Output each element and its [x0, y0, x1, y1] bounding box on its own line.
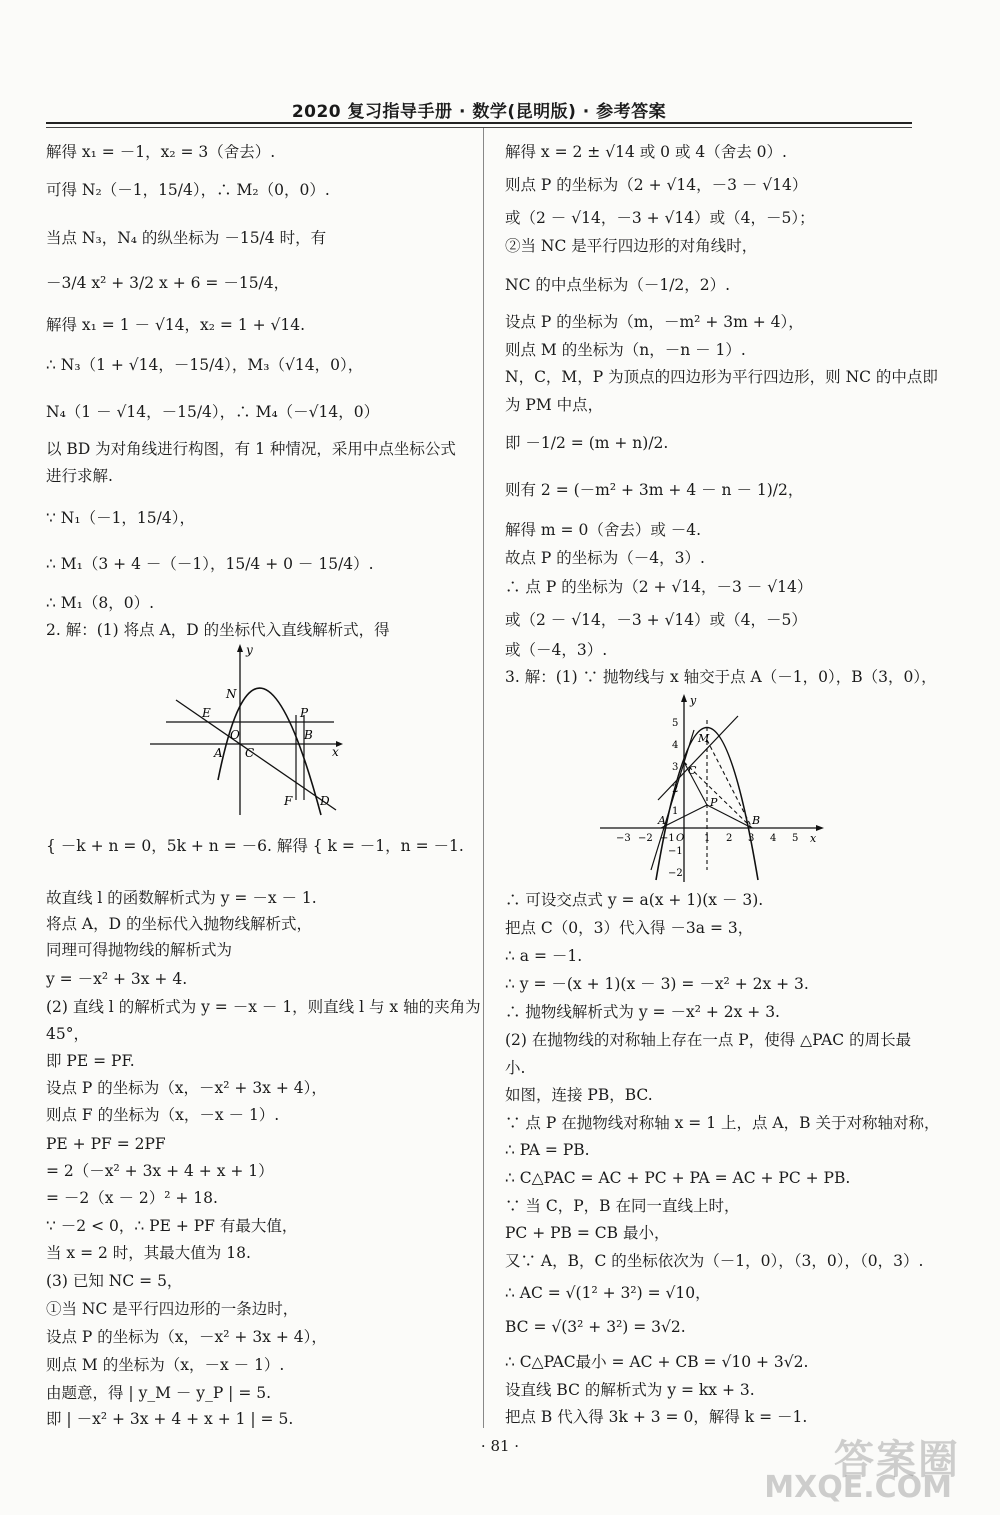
point-label-P: P [300, 706, 309, 720]
text-line: 即 | －x² + 3x + 4 + x + 1 | = 5. [46, 1410, 294, 1428]
text-line: 设点 P 的坐标为（m，－m² + 3m + 4）， [505, 313, 804, 331]
text-line: BC = √(3² + 3²) = 3√2. [505, 1318, 686, 1336]
text-line: 为 PM 中点， [505, 396, 604, 414]
text-line: = －2（x － 2）² + 18. [46, 1189, 218, 1207]
header-rule [46, 122, 912, 124]
x-tick-label: −1 [660, 833, 675, 844]
y-tick-label: 3 [672, 762, 679, 773]
text-line: ∵ N₁（－1，15/4）， [46, 509, 195, 527]
text-line: 解得 m = 0（舍去）或 －4. [505, 521, 702, 539]
text-line: 则有 2 = (－m² + 3m + 4 － n － 1)/2， [505, 481, 804, 499]
text-line: －3/4 x² + 3/2 x + 6 = －15/4， [46, 274, 290, 292]
header-rule-thin [46, 127, 912, 128]
text-line: ∴ M₁（3 + 4 －（－1），15/4 + 0 － 15/4）. [46, 555, 374, 573]
point-label-B: B [304, 728, 313, 742]
text-line: ∵ －2 < 0，∴ PE + PF 有最大值， [46, 1217, 298, 1235]
text-line: (2) 在抛物线的对称轴上存在一点 P，使得 △PAC 的周长最 [505, 1031, 912, 1049]
line-l [176, 700, 336, 810]
text-line: 当点 N₃，N₄ 的纵坐标为 －15/4 时，有 [46, 229, 327, 247]
text-line: 即 －1/2 = (m + n)/2. [505, 434, 669, 452]
point-label-O: O [230, 728, 240, 742]
text-line: 将点 A，D 的坐标代入抛物线解析式， [46, 915, 312, 933]
point-label-E: E [202, 706, 211, 720]
x-tick-label: 2 [726, 833, 733, 844]
x-tick-label: 1 [704, 833, 711, 844]
axis-label-x: x [810, 832, 817, 845]
point-label-C: C [688, 764, 697, 777]
line-MB-dashed [707, 740, 752, 828]
text-line: 解得 x₁ = －1，x₂ = 3（舍去）. [46, 143, 276, 161]
x-tick-label: −3 [616, 833, 631, 844]
text-line: (2) 直线 l 的解析式为 y = －x － 1，则直线 l 与 x 轴的夹角为 [46, 998, 481, 1016]
point-label-N: N [226, 687, 237, 701]
text-line: 同理可得抛物线的解析式为 [46, 941, 233, 959]
y-tick-label: 4 [672, 740, 679, 751]
text-line: ∵ 点 P 在抛物线对称轴 x = 1 上，点 A，B 关于对称轴对称， [505, 1114, 940, 1132]
text-line: 则点 P 的坐标为（2 + √14，－3 － √14） [505, 176, 808, 194]
text-line: 3. 解：(1) ∵ 抛物线与 x 轴交于点 A（－1，0），B（3，0）， [505, 668, 937, 686]
text-line: PE + PF = 2PF [46, 1135, 166, 1153]
text-line: ∴ PA = PB. [505, 1141, 590, 1159]
text-line: ∴ C△PAC = AC + PC + PA = AC + PC + PB. [505, 1169, 851, 1187]
text-line: 由题意，得 | y_M － y_P | = 5. [46, 1384, 272, 1402]
text-line: ∴ 可设交点式 y = a(x + 1)(x － 3). [505, 891, 764, 909]
axis-label-y: y [690, 694, 697, 707]
text-line: ∵ 当 C，P，B 在同一直线上时， [505, 1197, 740, 1215]
text-line: PC + PB = CB 最小， [505, 1224, 670, 1242]
watermark-url: MXQE.COM [764, 1470, 952, 1505]
watermark-logo: 答案圈 [834, 1437, 960, 1483]
text-line: ∴ N₃（1 + √14，－15/4），M₃（√14，0）， [46, 356, 364, 374]
x-tick-label: 4 [770, 833, 777, 844]
text-line: 故点 P 的坐标为（－4，3）. [505, 549, 705, 567]
y-axis-arrow-icon [237, 644, 243, 652]
text-line: 设点 P 的坐标为（x，－x² + 3x + 4）， [46, 1328, 327, 1346]
text-line: 或（2 － √14，－3 + √14）或（4，－5） [505, 611, 807, 629]
text-line: 解得 x = 2 ± √14 或 0 或 4（舍去 0）. [505, 143, 787, 161]
point-label-A: A [658, 814, 666, 827]
text-line: ①当 NC 是平行四边形的一条边时， [46, 1300, 299, 1318]
text-line: 则点 M 的坐标为（n，－n － 1）. [505, 341, 746, 359]
point-label-P: P [710, 796, 718, 809]
text-line: 设直线 BC 的解析式为 y = kx + 3. [505, 1381, 755, 1399]
x-tick-label: 5 [792, 833, 799, 844]
x-tick-label: 3 [748, 833, 755, 844]
text-line: 2. 解：(1) 将点 A，D 的坐标代入直线解析式，得 [46, 621, 390, 639]
text-line: 如图，连接 PB，BC. [505, 1086, 653, 1104]
text-line: 进行求解. [46, 467, 113, 485]
text-line: 把点 B 代入得 3k + 3 = 0，解得 k = －1. [505, 1408, 808, 1426]
text-line: 则点 M 的坐标为（x，－x － 1）. [46, 1356, 285, 1374]
y-tick-label: 1 [672, 806, 679, 817]
text-line: N₄（1 － √14，－15/4），∴ M₄（－√14，0） [46, 403, 380, 421]
column-divider [483, 128, 484, 1428]
y-tick-label: 2 [672, 784, 679, 795]
point-label-B: B [752, 814, 761, 827]
point-label-M: M [698, 732, 710, 745]
text-line: 即 PE = PF. [46, 1052, 135, 1070]
text-line: 则点 F 的坐标为（x，－x － 1）. [46, 1106, 280, 1124]
origin-label: O [676, 833, 685, 844]
text-line: y = －x² + 3x + 4. [46, 970, 188, 988]
point-label-D: D [320, 794, 330, 808]
axis-label-x: x [332, 745, 339, 759]
x-tick-label: −2 [638, 833, 653, 844]
point-label-A: A [214, 746, 223, 760]
text-line: ∴ 点 P 的坐标为（2 + √14，－3 － √14） [505, 578, 813, 596]
text-line: 或（2 － √14，－3 + √14）或（4，－5）； [505, 209, 815, 227]
text-line: 当 x = 2 时，其最大值为 18. [46, 1244, 251, 1262]
graph-problem-3 [596, 690, 828, 886]
text-line: ∴ M₁（8，0）. [46, 594, 155, 612]
y-axis-arrow-icon [681, 694, 687, 702]
text-line: NC 的中点坐标为（－1/2，2）. [505, 276, 731, 294]
text-line: ∴ C△PAC最小 = AC + CB = √10 + 3√2. [505, 1353, 809, 1371]
text-line: 45°， [46, 1025, 89, 1043]
text-line: N，C，M，P 为顶点的四边形为平行四边形，则 NC 的中点即 [505, 368, 938, 386]
text-line: ∴ y = －(x + 1)(x － 3) = －x² + 2x + 3. [505, 975, 809, 993]
x-axis-arrow-icon [816, 825, 824, 831]
graph-problem-2 [146, 640, 346, 820]
point-label-C: C [245, 746, 255, 760]
point-label-F: F [284, 794, 293, 808]
page-number: · 81 · [480, 1437, 520, 1455]
text-line: 小. [505, 1059, 526, 1077]
text-line: 又∵ A，B，C 的坐标依次为（－1，0），（3，0），（0，3）. [505, 1252, 924, 1270]
text-line: 解得 x₁ = 1 － √14，x₂ = 1 + √14. [46, 316, 306, 334]
text-line: { －k + n = 0，5k + n = －6. 解得 { k = －1，n = －1. [46, 837, 464, 855]
text-line: 以 BD 为对角线进行构图，有 1 种情况，采用中点坐标公式 [46, 440, 456, 458]
text-line: ∴ AC = √(1² + 3²) = √10， [505, 1284, 711, 1302]
text-line: (3) 已知 NC = 5， [46, 1272, 183, 1290]
text-line: = 2（－x² + 3x + 4 + x + 1） [46, 1162, 274, 1180]
text-line: 故直线 l 的函数解析式为 y = －x － 1. [46, 889, 317, 907]
axis-label-y: y [246, 643, 253, 657]
text-line: 可得 N₂（－1，15/4），∴ M₂（0，0）. [46, 181, 330, 199]
text-line: ②当 NC 是平行四边形的对角线时， [505, 237, 758, 255]
text-line: ∴ 抛物线解析式为 y = －x² + 2x + 3. [505, 1003, 780, 1021]
text-line: 设点 P 的坐标为（x，－x² + 3x + 4）， [46, 1079, 327, 1097]
page-header: 2020 复习指导手册 · 数学(昆明版) · 参考答案 [291, 102, 667, 122]
y-tick-label: −1 [668, 846, 683, 857]
text-line: 把点 C（0，3）代入得 －3a = 3， [505, 919, 754, 937]
text-line: 或（－4，3）. [505, 641, 608, 659]
text-line: ∴ a = －1. [505, 947, 583, 965]
y-tick-label: 5 [672, 718, 679, 729]
y-tick-label: −2 [668, 868, 683, 879]
